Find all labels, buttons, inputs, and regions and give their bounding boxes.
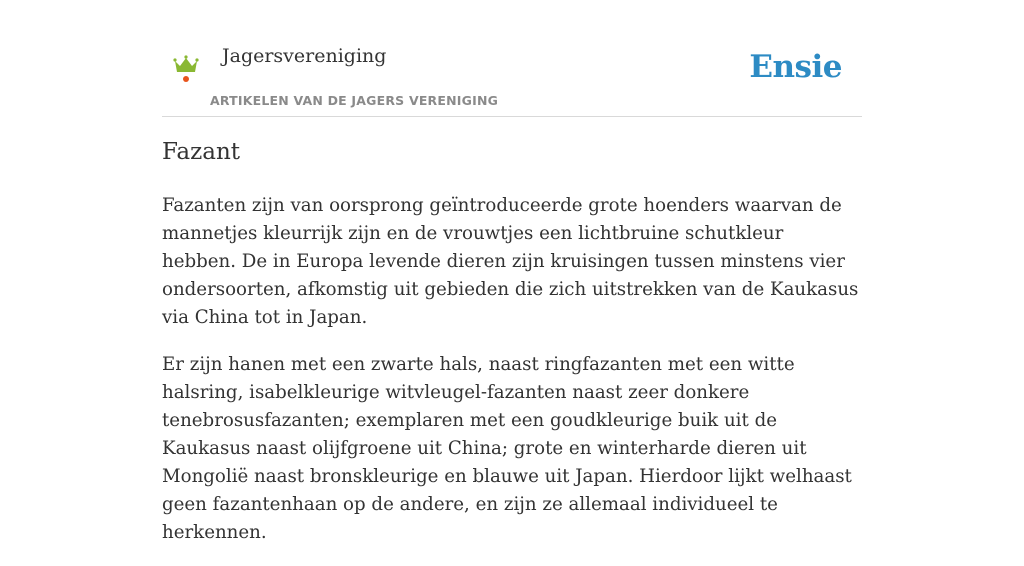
article-paragraph: Er zijn hanen met een zwarte hals, naast ringfazanten met een witte halsring, isabelkleurige witvleugel-fazanten naast zeer donkere tenebrosusfazanten; exemplaren met een goudkleurige buik uit de Kaukasus naast olijfgroene uit China; grote en winterharde dieren uit Mongolië naast bronskleurige en blauwe uit Japan. Hierdoor lijkt welhaast geen fazantenhaan op de andere, en zijn ze allemaal individueel te herkennen. (162, 354, 852, 543)
page (162, 0, 862, 543)
header (162, 0, 862, 117)
article-paragraph: Fazanten zijn van oorsprong geïntroduceerde grote hoenders waarvan de mannetjes kleurrijk zijn en de vrouwtjes een lichtbruine schutkleur hebben. De in Europa levende dieren zijn kruisingen tussen minstens vier ondersoorten, afkomstig uit gebieden die zich uitstrekken van de Kaukasus via China tot in Japan. (162, 195, 859, 328)
article-body (162, 192, 862, 566)
site-title[interactable]: Jagersvereniging (222, 45, 387, 67)
article-title: Fazant (162, 139, 240, 165)
brand-logo[interactable]: Ensie (749, 49, 842, 85)
crown-icon[interactable] (172, 54, 200, 84)
site-subtitle: ARTIKELEN VAN DE JAGERS VERENIGING (210, 93, 499, 108)
